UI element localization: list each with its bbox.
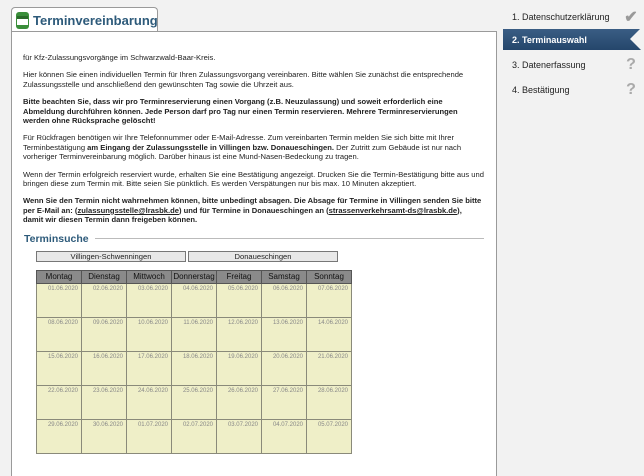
- location-button-villingen[interactable]: Villingen-Schwenningen: [36, 251, 186, 262]
- page-header-tab: [11, 7, 158, 32]
- question-icon: ?: [626, 80, 636, 98]
- calendar-day[interactable]: 08.06.2020: [37, 317, 82, 351]
- calendar-day[interactable]: 02.06.2020: [82, 283, 127, 317]
- location-button-donaueschingen[interactable]: Donaueschingen: [188, 251, 338, 262]
- calendar-day[interactable]: 09.06.2020: [82, 317, 127, 351]
- page-title: Terminvereinbarung: [33, 12, 158, 28]
- calendar-week-row: [37, 419, 352, 453]
- calendar-week-row: [37, 351, 352, 385]
- calendar-day[interactable]: 01.06.2020: [37, 283, 82, 317]
- weekday-header: Dienstag: [82, 270, 127, 283]
- calendar-day[interactable]: 16.06.2020: [82, 351, 127, 385]
- calendar-day[interactable]: 14.06.2020: [307, 317, 352, 351]
- calendar-day[interactable]: 01.07.2020: [127, 419, 172, 453]
- weekday-header: Sonntag: [307, 270, 352, 283]
- check-icon: ✔: [624, 8, 638, 26]
- question-icon: ?: [626, 55, 636, 73]
- contact-text: Für Rückfragen benötigen wir Ihre Telefonnummer oder E-Mail-Adresse. Zum vereinbarten Termin melden Sie sich bitte mit Ihrer Terminbestätigung am Eingang der Zulassungsstelle in Villingen bzw. Donaueschingen. Der Zutritt zum Gebäude ist nur nach vorheriger Terminvereinbarung möglich. Darüber hinaus ist eine Mund-Nasen-Bedeckung zu tragen.: [23, 133, 462, 162]
- calendar-icon: [16, 12, 29, 29]
- calendar-day[interactable]: 15.06.2020: [37, 351, 82, 385]
- location-selector: [36, 251, 484, 262]
- weekday-header: Montag: [37, 270, 82, 283]
- calendar-week-row: [37, 317, 352, 351]
- calendar-day[interactable]: 03.07.2020: [217, 419, 262, 453]
- step-label: 2. Terminauswahl: [512, 34, 587, 45]
- calendar-day[interactable]: 19.06.2020: [217, 351, 262, 385]
- step-label: 1. Datenschutzerklärung: [512, 11, 610, 22]
- weekday-header: Mittwoch: [127, 270, 172, 283]
- calendar-day[interactable]: 21.06.2020: [307, 351, 352, 385]
- calendar: [36, 270, 352, 454]
- calendar-day[interactable]: 26.06.2020: [217, 385, 262, 419]
- calendar-day[interactable]: 30.06.2020: [82, 419, 127, 453]
- calendar-day[interactable]: 24.06.2020: [127, 385, 172, 419]
- calendar-week-row: [37, 385, 352, 419]
- step-label: 3. Datenerfassung: [512, 59, 586, 70]
- calendar-day[interactable]: 12.06.2020: [217, 317, 262, 351]
- calendar-week-row: [37, 283, 352, 317]
- calendar-day[interactable]: 28.06.2020: [307, 385, 352, 419]
- step-label: 4. Bestätigung: [512, 84, 570, 95]
- calendar-header-row: [37, 270, 352, 283]
- calendar-day[interactable]: 23.06.2020: [82, 385, 127, 419]
- intro-text: Hier können Sie einen individuellen Termin für Ihren Zulassungsvorgang vereinbaren. Bitte wählen Sie zunächst die entsprechende Zulassungsstelle und anschließend den gewünschten Tag sowie die Uhrzeit aus.: [23, 70, 464, 89]
- calendar-day[interactable]: 22.06.2020: [37, 385, 82, 419]
- confirmation-text: Wenn der Termin erfolgreich reserviert wurde, erhalten Sie eine Bestätigung angezeigt. Drucken Sie die Termin-Bestätigung bitte aus und bringen diese zum Termin mit. Bitte seien Sie pünktlich. Es werden Verspätungen nur bis max. 10 Minuten akzeptiert.: [23, 169, 484, 189]
- email-link-donaueschingen[interactable]: strassenverkehrsamt-ds@lrasbk.de: [328, 205, 458, 215]
- weekday-header: Freitag: [217, 270, 262, 283]
- weekday-header: Samstag: [262, 270, 307, 283]
- intro-text: für Kfz-Zulassungsvorgänge im Schwarzwald-Baar-Kreis.: [23, 53, 216, 62]
- calendar-day[interactable]: 29.06.2020: [37, 419, 82, 453]
- divider: [95, 238, 484, 239]
- cancellation-text: Wenn Sie den Termin nicht wahrnehmen können, bitte unbedingt absagen. Die Absage für Termine in Villingen senden Sie bitte per E-Mail an: (zulassungsstelle@lrasbk.de) und für Termine in Donaueschingen an (strassenverkehrsamt-ds@lrasbk.de), damit wir diesen Termin dann freigeben können.: [23, 196, 482, 225]
- step-datenschutz[interactable]: [503, 6, 641, 27]
- step-datenerfassung[interactable]: [503, 54, 641, 75]
- calendar-day[interactable]: 05.07.2020: [307, 419, 352, 453]
- calendar-day[interactable]: 03.06.2020: [127, 283, 172, 317]
- search-section-header: [21, 233, 484, 245]
- calendar-day[interactable]: 04.06.2020: [172, 283, 217, 317]
- arrow-icon: [630, 28, 641, 50]
- calendar-day[interactable]: 11.06.2020: [172, 317, 217, 351]
- weekday-header: Donnerstag: [173, 272, 215, 282]
- calendar-day[interactable]: 18.06.2020: [172, 351, 217, 385]
- calendar-day[interactable]: 20.06.2020: [262, 351, 307, 385]
- calendar-day[interactable]: 07.06.2020: [307, 283, 352, 317]
- step-bestaetigung[interactable]: [503, 79, 641, 100]
- notice-text: Bitte beachten Sie, dass wir pro Terminreservierung einen Vorgang (z.B. Neuzulassung) und soweit erforderlich eine Abmeldung durchführen können. Jede Person darf pro Tag nur einen Termin reservieren. Mehrere Terminreservierungen werden ohne Rücksprache gelöscht!: [23, 97, 458, 126]
- calendar-day[interactable]: 27.06.2020: [262, 385, 307, 419]
- search-title: Terminsuche: [24, 232, 89, 245]
- calendar-day[interactable]: 04.07.2020: [262, 419, 307, 453]
- step-terminauswahl[interactable]: [503, 29, 641, 50]
- calendar-day[interactable]: 02.07.2020: [172, 419, 217, 453]
- email-link-villingen[interactable]: zulassungsstelle@lrasbk.de: [77, 205, 179, 215]
- calendar-day[interactable]: 06.06.2020: [262, 283, 307, 317]
- main-panel: [11, 31, 497, 476]
- calendar-day[interactable]: 10.06.2020: [127, 317, 172, 351]
- calendar-day[interactable]: 17.06.2020: [127, 351, 172, 385]
- calendar-day[interactable]: 25.06.2020: [172, 385, 217, 419]
- calendar-day[interactable]: 13.06.2020: [262, 317, 307, 351]
- calendar-day[interactable]: 05.06.2020: [217, 283, 262, 317]
